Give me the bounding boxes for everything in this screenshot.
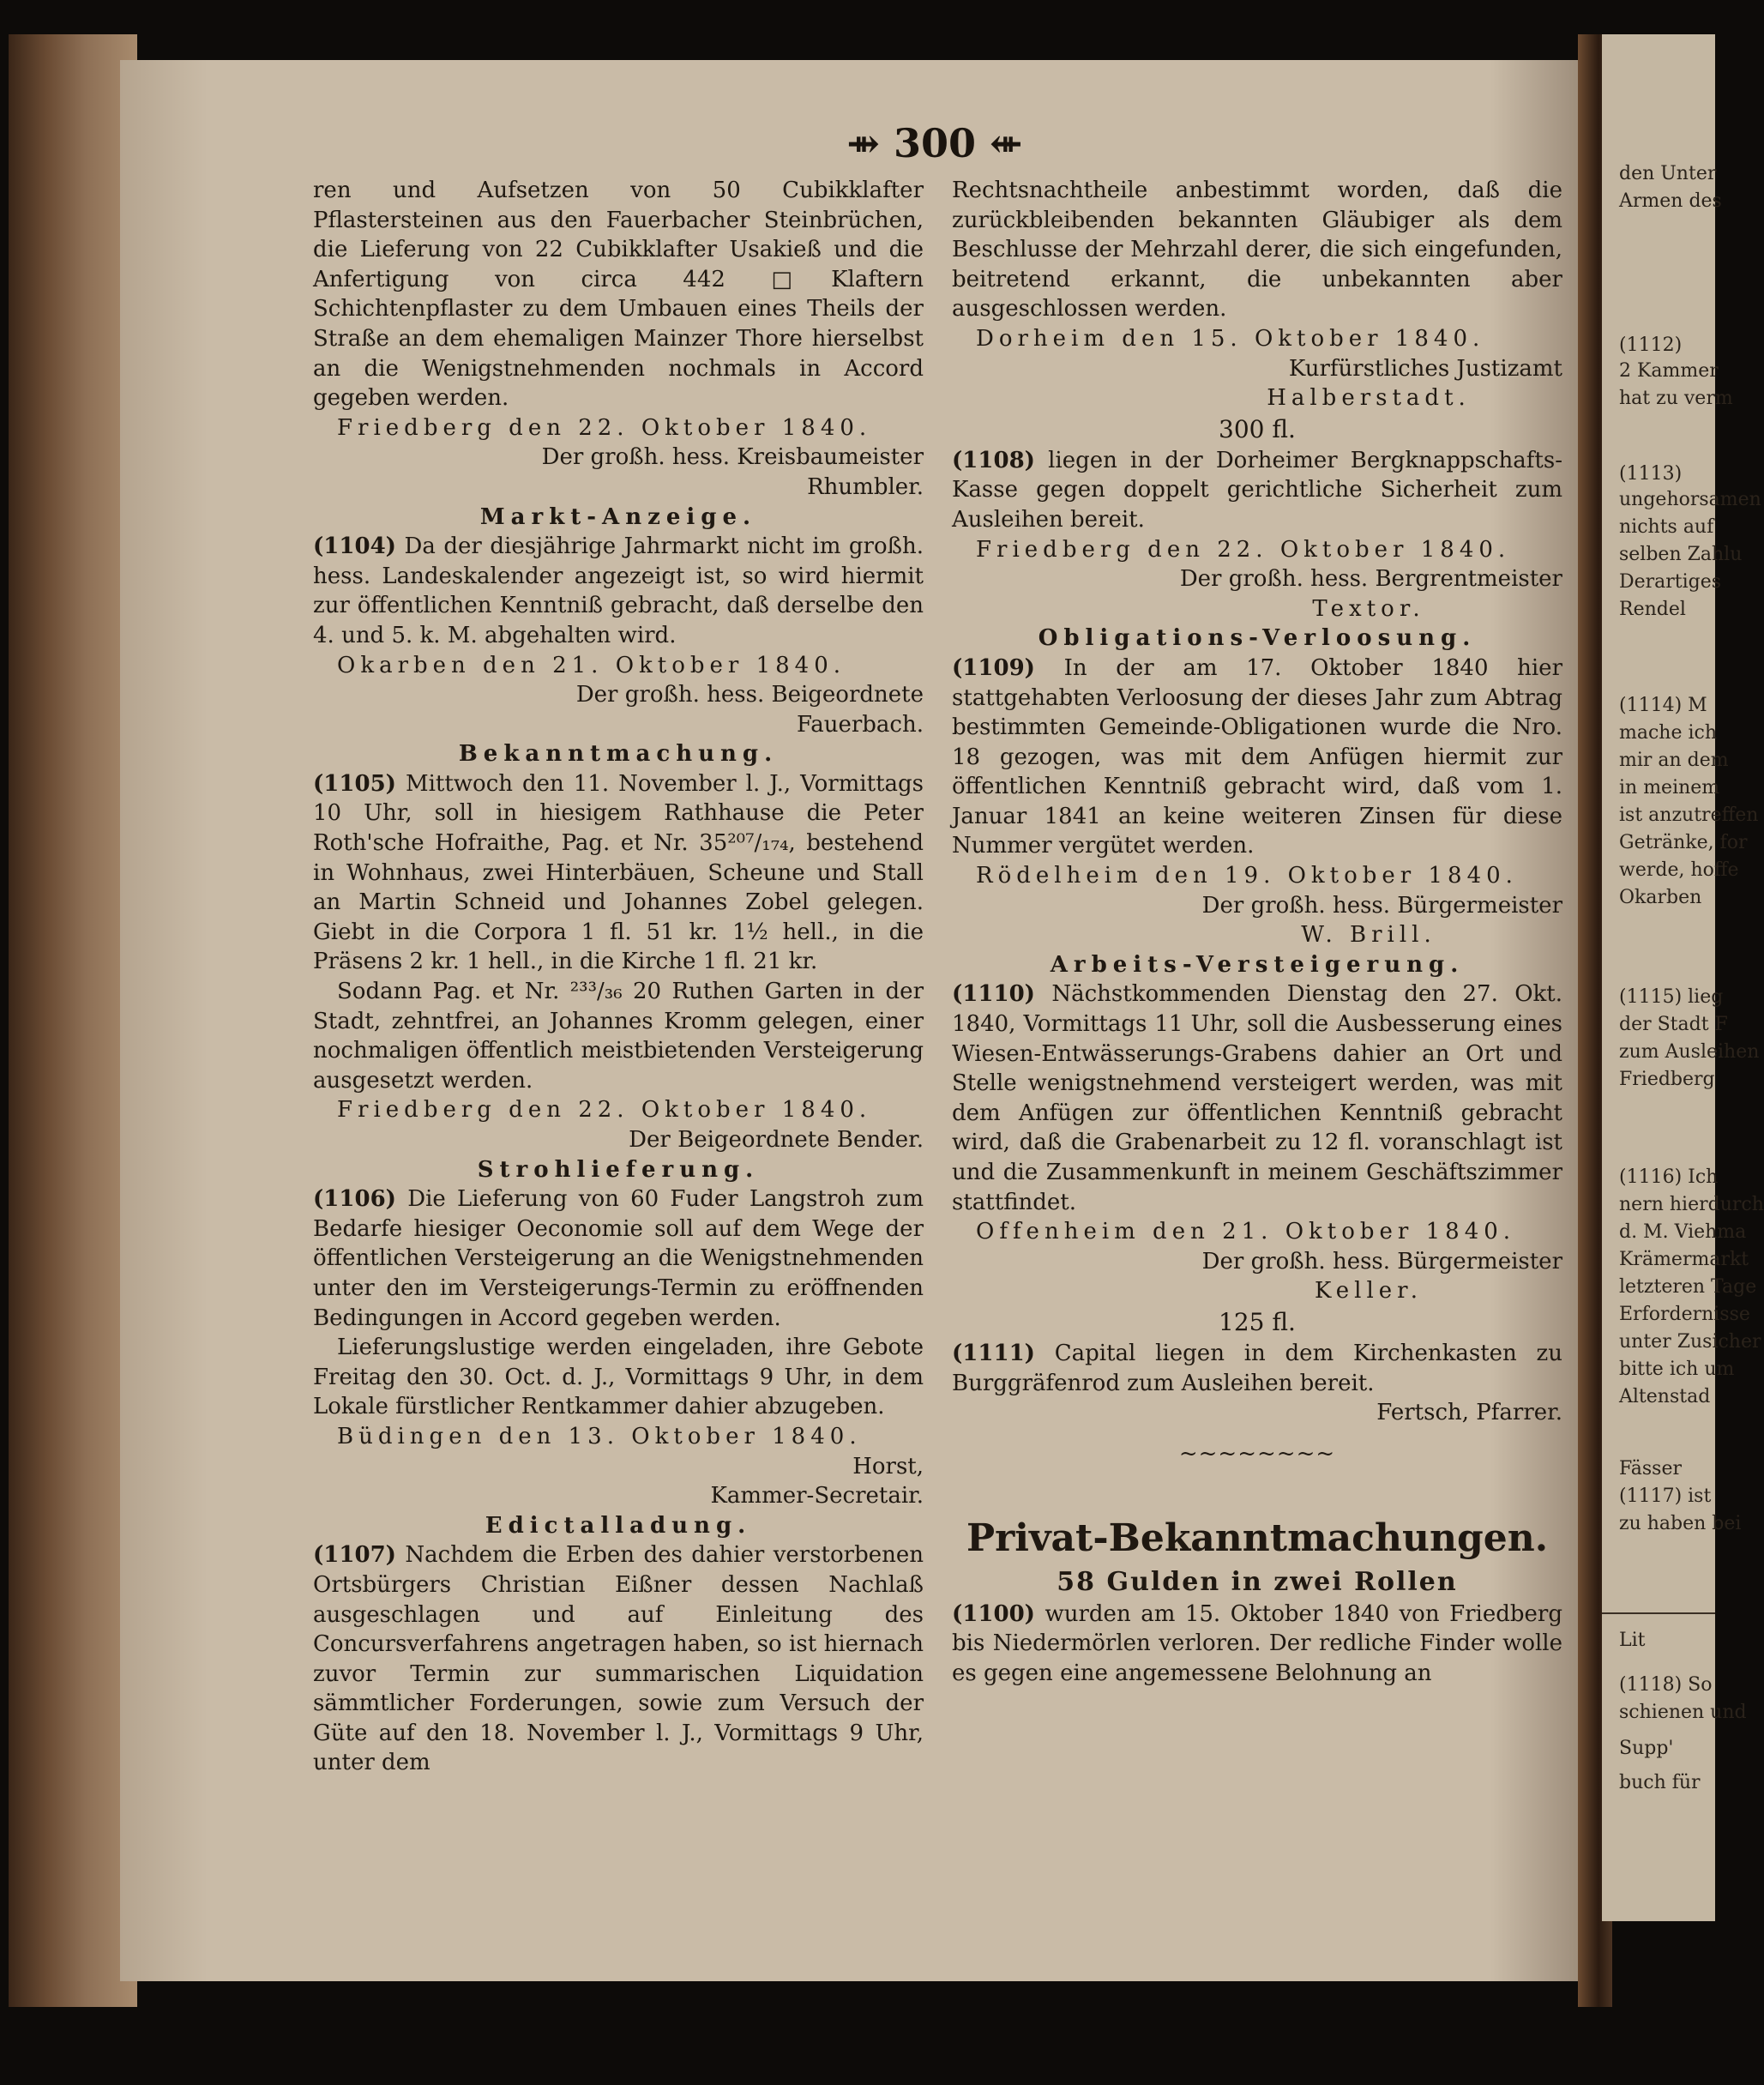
notice-paragraph [952, 979, 1562, 1217]
notice-number: (1100) [952, 1600, 1035, 1627]
notice-text: Die Lieferung von 60 Fuder Langstroh zum Bedarfe hiesiger Oeconomie soll auf dem Wege der öffentlichen Versteigerung an die Wenigstnehmenden unter den im Versteigerungs-Termin zu eröffnenden Bedingungen in Accord gegeben werden. [313, 1186, 924, 1331]
next-page-text-fragment: Fässer [1619, 1458, 1683, 1479]
signature: Fertsch, Pfarrer. [1376, 1400, 1562, 1426]
next-page-fragment [1602, 34, 1764, 1921]
section-heading: Edictalladung. [485, 1512, 752, 1539]
next-page-text-fragment: buch für [1619, 1772, 1701, 1793]
dateline: Büdingen den 13. Oktober 1840. [337, 1423, 862, 1449]
notice-number: (1104) [313, 533, 396, 560]
notice-number: (1109) [952, 654, 1035, 681]
next-page-text-fragment: nern hierdurch [1619, 1194, 1764, 1215]
amount-heading: 300 fl. [1219, 414, 1296, 443]
dateline: Okarben den 21. Oktober 1840. [337, 652, 846, 678]
next-page-text-fragment: (1113) [1619, 463, 1683, 485]
signature: Der großh. hess. Bürgermeister [1201, 892, 1562, 919]
next-page-text-fragment: Armen des [1619, 190, 1722, 212]
next-page-text-fragment: Lit [1619, 1630, 1646, 1651]
book-page-edges [9, 34, 137, 2007]
left-column [313, 176, 924, 1778]
next-page-text-fragment: Friedberg [1619, 1069, 1715, 1090]
dateline: Dorheim den 15. Oktober 1840. [976, 325, 1485, 352]
next-page-text-fragment: hat zu verm [1619, 388, 1733, 409]
column-rule [1602, 1612, 1715, 1614]
signature-name: Textor. [1312, 595, 1425, 622]
next-page-text-fragment: Krämermarkt [1619, 1249, 1749, 1270]
next-page-text-fragment: ist anzutreffen [1619, 804, 1759, 826]
notice-paragraph [952, 1339, 1562, 1398]
notice-paragraph [313, 977, 924, 1095]
notice-text: Nächstkommenden Dienstag den 27. Okt. 1840, Vormittags 11 Uhr, soll die Ausbesserung eines Wiesen-Entwässerungs-Grabens dahier an Ort und Stelle wenigstnehmend versteigert werden, was mit dem Anfügen zur öffentlichen Kenntniß gebracht wird, daß die Grabenarbeit zu 12 fl. voranschlagt ist und die Zusammenkunft in meinem Geschäftszimmer stattfindet. [952, 981, 1563, 1215]
ornamental-divider: ~~~~~~~~ [1178, 1440, 1336, 1467]
signature: Kurfürstliches Justizamt [1288, 355, 1562, 382]
ornament-right: ⇺ [976, 120, 1023, 166]
notice-subheading: 58 Gulden in zwei Rollen [1057, 1566, 1458, 1597]
notice-number: (1106) [313, 1186, 396, 1213]
right-column [952, 176, 1562, 1689]
next-page-text-fragment: zum Ausleihen [1619, 1041, 1760, 1063]
notice-text: Capital liegen in dem Kirchenkasten zu Burggräfenrod zum Ausleihen bereit. [952, 1340, 1562, 1396]
dateline: Friedberg den 22. Oktober 1840. [337, 414, 872, 441]
private-announcements-heading: Privat-Bekanntmachungen. [966, 1516, 1549, 1560]
next-page-text-fragment: letzteren Tage [1619, 1276, 1757, 1298]
next-page-text-fragment: Okarben [1619, 887, 1702, 908]
section-heading: Markt-Anzeige. [479, 503, 757, 530]
notice-paragraph [952, 176, 1562, 324]
next-page-text-fragment: Altenstad [1619, 1386, 1711, 1407]
notice-text: Da der diesjährige Jahrmarkt nicht im großh. hess. Landeskalender angezeigt ist, so wird hiermit zur öffentlichen Kenntniß gebracht, daß derselbe den 4. und 5. k. M. abgehalten wird. [313, 533, 924, 648]
next-page-text-fragment: d. M. Viehma [1619, 1221, 1747, 1243]
next-page-text-fragment: Derartiges [1619, 571, 1722, 593]
notice-paragraph [313, 532, 924, 650]
notice-text: ren und Aufsetzen von 50 Cubikklafter Pflastersteinen aus den Fauerbacher Steinbrüchen, die Lieferung von 22 Cubikklafter Usakieß und die Anfertigung von circa 442 □Klaftern Schichtenpflaster zu dem Umbauen eines Theils der Straße an dem ehemaligen Mainzer Thore hierselbst an die Wenigstnehmenden nochmals in Accord gegeben werden. [313, 178, 924, 412]
page-number [823, 120, 1046, 166]
notice-paragraph [313, 176, 924, 413]
next-page-text-fragment: Erfordernisse [1619, 1304, 1750, 1325]
next-page-text-fragment: selben Zahlu [1619, 544, 1743, 565]
next-page-text-fragment: Supp' [1619, 1738, 1674, 1759]
notice-number: (1111) [952, 1340, 1035, 1366]
notice-text: In der am 17. Oktober 1840 hier stattgehabten Verloosung der dieses Jahr zum Abtrag bestimmten Gemeinde-Obligationen wurde die Nro. 18 gezogen, was mit dem Anfügen hiermit zur öffentlichen Kenntniß gebracht wird, daß vom 1. Januar 1841 an keine weiteren Zinsen für diese Nummer vergütet werden. [952, 654, 1562, 859]
notice-number: (1110) [952, 981, 1035, 1008]
next-page-text-fragment: mir an dem [1619, 750, 1729, 771]
notice-text: wurden am 15. Oktober 1840 von Friedberg bis Niedermörlen verloren. Der redliche Finder wolle es gegen eine angemessene Belohnung an [952, 1600, 1563, 1686]
next-page-text-fragment: (1115) lieg [1619, 986, 1724, 1008]
notice-text: Mittwoch den 11. November l. J., Vormittags 10 Uhr, soll in hiesigem Rathhause die Peter Roth'sche Hofraithe, Pag. et Nr. 35²⁰⁷/₁₇₄, bestehend in Wohnhaus, zwei Hinterbäuen, Scheune und Stall an Martin Schneid und Johannes Zobel gelegen. Giebt in die Corpora 1 fl. 51 kr. 1½ hell., in die Präsens 2 kr. 1 hell., in die Kirche 1 fl. 21 kr. [313, 770, 924, 975]
amount-heading: 125 fl. [1219, 1307, 1296, 1336]
signature-name: Halberstadt. [1267, 385, 1471, 412]
next-page-text-fragment: (1112) [1619, 334, 1683, 356]
section-heading: Strohlieferung. [477, 1156, 760, 1183]
signature: Der Beigeordnete Bender. [629, 1127, 924, 1153]
signature: Der großh. hess. Bürgermeister [1201, 1248, 1562, 1275]
dateline: Rödelheim den 19. Oktober 1840. [976, 863, 1518, 889]
dateline: Friedberg den 22. Oktober 1840. [337, 1097, 872, 1124]
dateline: Offenheim den 21. Oktober 1840. [976, 1219, 1516, 1245]
next-page-text-fragment: (1116) Ich [1619, 1166, 1719, 1188]
signature: Rhumbler. [807, 473, 924, 500]
notice-paragraph [313, 1333, 924, 1422]
notice-paragraph [952, 654, 1562, 861]
signature-name: Keller. [1315, 1278, 1423, 1305]
notice-text: liegen in der Dorheimer Bergknappschafts-Kasse gegen doppelt gerichtliche Sicherheit zum Ausleihen bereit. [952, 447, 1563, 533]
ornament-left: ⇻ [846, 120, 894, 166]
notice-number: (1107) [313, 1542, 396, 1569]
signature: Der großh. hess. Beigeordnete [575, 682, 924, 708]
next-page-text-fragment: (1114) M [1619, 695, 1707, 716]
next-page-text-fragment: Rendel [1619, 599, 1686, 620]
dateline: Friedberg den 22. Oktober 1840. [976, 536, 1511, 563]
next-page-text-fragment: (1118) So [1619, 1674, 1713, 1696]
next-page-text-fragment: in meinem [1619, 777, 1720, 798]
notice-text: Sodann Pag. et Nr. ²³³/₃₆ 20 Ruthen Garten in der Stadt, zehntfrei, an Johannes Kromm gelegen, einer nochmaligen öffentlich meistbietenden Versteigerung ausgesetzt werden. [313, 979, 924, 1094]
section-heading: Arbeits-Versteigerung. [1050, 951, 1465, 978]
next-page-text-fragment: mache ich [1619, 722, 1718, 744]
next-page-text-fragment: der Stadt F [1619, 1014, 1728, 1035]
next-page-text-fragment: (1117) ist [1619, 1485, 1712, 1507]
next-page-text-fragment: ungehorsamen [1619, 489, 1761, 510]
section-heading: Bekanntmachung. [458, 741, 779, 768]
notice-number: (1108) [952, 447, 1035, 473]
notice-paragraph [952, 446, 1562, 535]
notice-text: Rechtsnachtheile anbestimmt worden, daß die zurückbleibenden bekannten Gläubiger als dem Beschlusse der Mehrzahl derer, die sich eingefunden, beitretend erkannt, die unbekannten aber ausgeschlossen werden. [952, 178, 1562, 322]
notice-paragraph [313, 1184, 924, 1333]
next-page-text-fragment: bitte ich um [1619, 1359, 1735, 1380]
notice-text: Nachdem die Erben des dahier verstorbenen Ortsbürgers Christian Eißner dessen Nachlaß ausgeschlagen und auf Einleitung des Concursverfahrens angetragen haben, so ist hiernach zuvor Termin zur summarischen Liquidation sämmtlicher Forderungen, sowie zum Versuch der Güte auf den 18. November l. J., Vormittags 9 Uhr, unter dem [313, 1542, 924, 1776]
next-page-text-fragment: unter Zusicher [1619, 1331, 1761, 1353]
notice-paragraph [313, 1540, 924, 1778]
next-page-text-fragment: den Unter [1619, 163, 1717, 184]
next-page-text-fragment: schienen und [1619, 1702, 1747, 1723]
signature: Horst, [852, 1453, 924, 1479]
signature: Kammer-Secretair. [710, 1483, 924, 1510]
signature: Der großh. hess. Bergrentmeister [1179, 566, 1562, 593]
section-heading: Obligations-Verloosung. [1038, 625, 1477, 652]
next-page-text-fragment: 2 Kammer [1619, 360, 1719, 382]
next-page-text-fragment: Getränke, for [1619, 832, 1748, 853]
page-number-text: 300 [893, 120, 977, 166]
next-page-text-fragment: werde, hoffe [1619, 859, 1739, 881]
notice-paragraph [313, 769, 924, 977]
next-page-text-fragment: nichts auf [1619, 516, 1714, 538]
signature: Der großh. hess. Kreisbaumeister [541, 444, 924, 471]
signature-name: W. Brill. [1301, 922, 1436, 949]
notice-paragraph [952, 1600, 1562, 1689]
notice-text: Lieferungslustige werden eingeladen, ihre Gebote Freitag den 30. Oct. d. J., Vormittags 9 Uhr, in dem Lokale fürstlicher Rentkammer dahier abzugeben. [313, 1335, 924, 1420]
next-page-text-fragment: zu haben bei [1619, 1513, 1742, 1534]
signature: Fauerbach. [796, 711, 924, 738]
notice-number: (1105) [313, 770, 396, 797]
